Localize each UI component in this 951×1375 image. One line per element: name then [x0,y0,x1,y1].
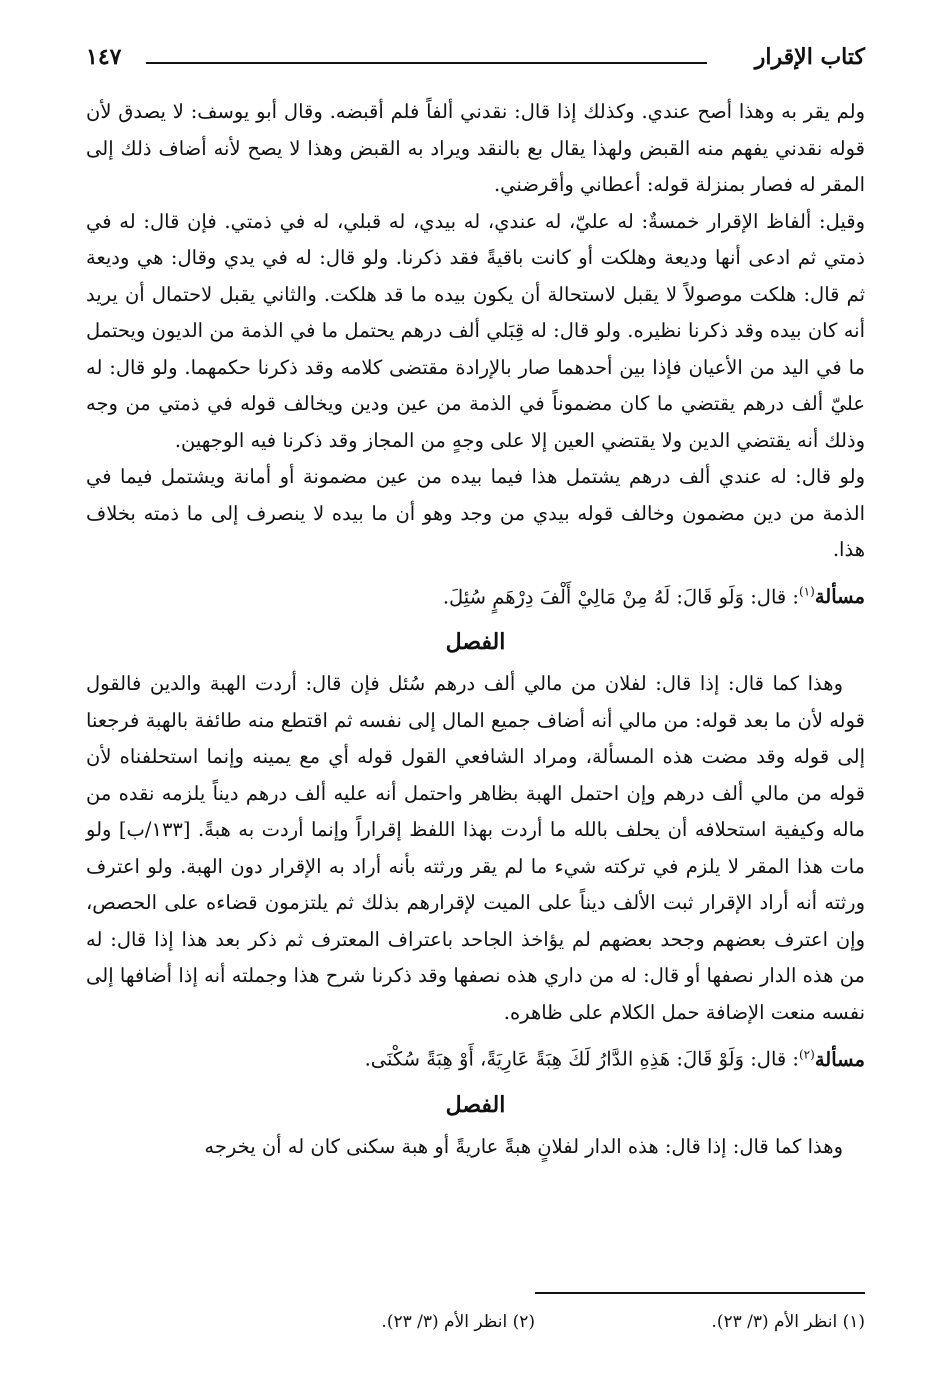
footnote-2: (٢) انظر الأم (٣/ ٢٣). [381,1312,535,1332]
page-number: ١٤٧ [86,44,122,70]
footnote-ref: (١) [798,584,815,599]
page-header [86,42,865,82]
paragraph: ولو قال: له عندي ألف درهم يشتمل هذا فيما بيده من عين مضمونة أو أمانة ويشتمل فيما في الذمة من دين مضمون وخالف قوله بيدي من وجد وهو أن ما بيده لا ينصرف إلى ما ذمته بخلاف هذا. [86,465,865,561]
section-heading: الفصل [445,1091,506,1118]
paragraph: وقيل: ألفاظ الإقرار خمسةٌ: له عليّ، له عندي، له بيدي، له قبلي، له في ذمتي. فإن قال: له في ذمتي ثم ادعى أنها وديعة وهلكت أو كانت باقيةً فقد ذكرنا. ولو قال: له في يدي وقال: هي وديعة ثم قال: هلكت موصولاً لا يقبل لاستحالة أن يكون بيده ما قد هلكت. والثاني يقبل لاحتمال أن يريد أنه كان بيده وقد ذكرنا نظيره. ولو قال: له قِبَلي ألف درهم يحتمل ما في الذمة من الديون ويحتمل ما في اليد من الأعيان فإذا بين أحدهما صار بالإرادة مقتضى كلامه وقد ذكرنا حكمهما. ولو قال: له عليّ ألف درهم يقتضي ما كان مضموناً في الذمة من عين ودين ويخالف قوله في ذمتي من وجه وذلك أنه يقتضي الدين ولا يقتضي العين إلا على وجهٍ من المجاز وقد ذكرنا فيه الوجهين. [86,209,865,452]
masala-text: : قال: وَلَوْ قَالَ: هَذِهِ الدَّارُ لَكَ هِبَةً عَارِيَةً، أَوْ هِبَةً سُكْنَى. [364,1047,799,1071]
footnote-1: (١) انظر الأم (٣/ ٢٣). [711,1312,865,1332]
header-rule [146,62,707,64]
masala-label: مسألة$^{(٢)}$ [798,1047,865,1071]
footnote-ref: (٢) [798,1047,815,1061]
section-heading: الفصل [445,629,506,655]
masala-text: : قال: وَلَو قَالَ: لَهُ مِنْ مَالِيْ أَلْفَ دِرْهَمٍ سُئِلَ. [442,585,799,608]
footnotes [86,1290,865,1340]
page-body [86,94,865,1165]
masala-label: مسألة$^{(١)}$ [798,584,865,608]
paragraph: ولم يقر به وهذا أصح عندي. وكذلك إذا قال: نقدني ألفاً فلم أقبضه. وقال أبو يوسف: لا يصدق لأن قوله نقدني يفهم منه القبض ولهذا يقال بع بالنقد ويراد به القبض وهذا لا يصح لأنه أضاف ذلك إلى المقر له فصار بمنزلة قوله: أعطاني وأقرضني. [86,100,865,196]
running-title: كتاب الإقرار [754,44,865,70]
masala-heading [86,573,865,617]
paragraph: وهذا كما قال: إذا قال: هذه الدار لفلانٍ هبةً عاريةً أو هبة سكنى كان له أن يخرجه [204,1134,843,1158]
footnote-rule [535,1292,865,1294]
paragraph: وهذا كما قال: إذا قال: لفلان من مالي ألف درهم سُئل فإن قال: أردت الهبة والدين فالقول قوله لأن ما بعد قوله: من مالي أنه أضاف جميع المال إلى نفسه ثم اقتطع منه طائفة بالهبة فرجعنا إلى قوله وقد مضت هذه المسألة، ومراد الشافعي القول قوله أي مع يمينه وإنما استحلفناه لأن قوله من مالي ألف درهم وإن احتمل الهبة بظاهر واحتمل أنه عليه ألف درهم ديناً يلزمه نقده من ماله وكيفية استحلافه أن يحلف بالله ما أردت بهذا اللفظ إقراراً وإنما أردت به هبةً. [١٣٣/ب] ولو مات هذا المقر لا يلزم في تركته شيء ما لم يقر ورثته بأنه أراد به الإقرار دون الهبة. ولو اعترف ورثته أنه أراد الإقرار ثبت الألف ديناً على الميت لإقرارهم بذلك ثم يلتزمون قضاءه على الحصص، وإن اعترف بعضهم وجحد بعضهم لم يؤاخذ الجاحد باعتراف المعترف ثم ذكر بعد هذا إذا قال: له من هذه الدار نصفها أو قال: له من داري هذه نصفها وقد ذكرنا شرح هذا وجملته أنه إذا أضافها إلى نفسه منعت الإضافة حمل الكلام على ظاهره. [86,672,866,1024]
masala-heading [86,1035,865,1079]
